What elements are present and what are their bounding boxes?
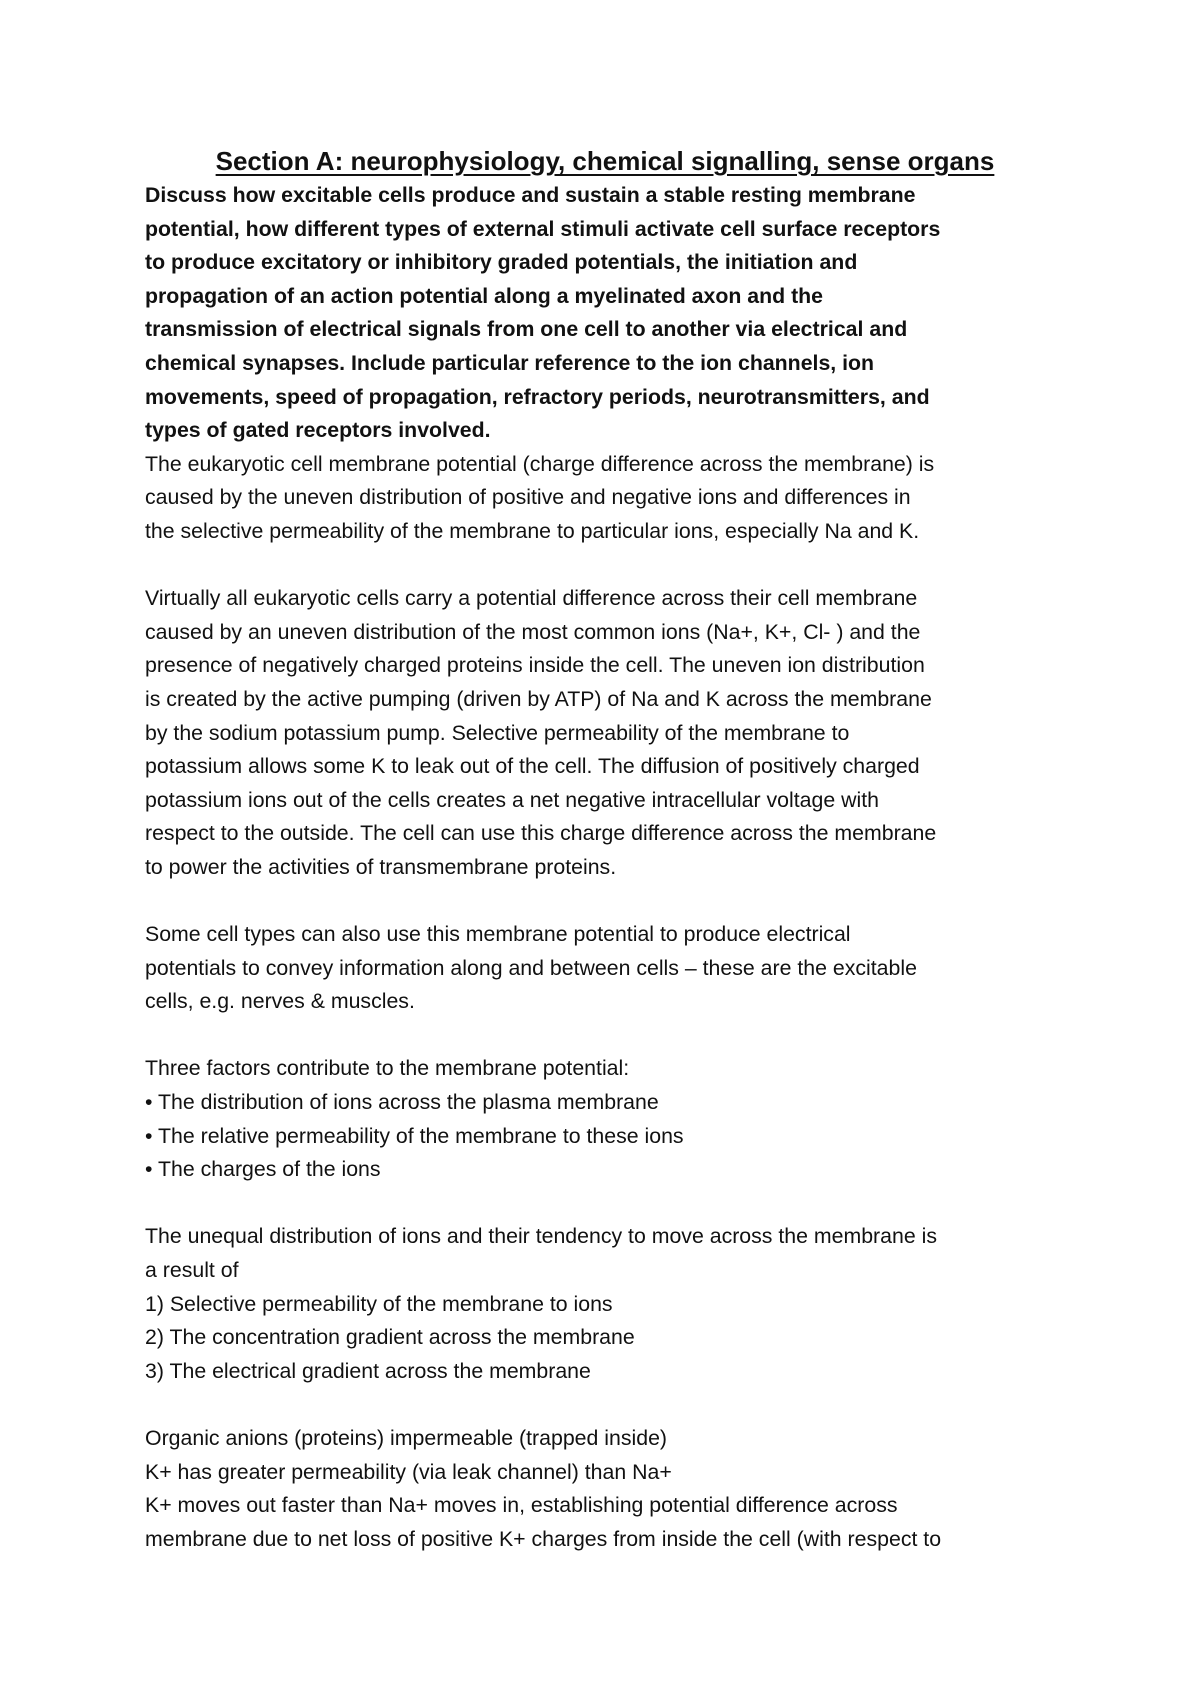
prompt-line: propagation of an action potential along a myelinated axon and the	[145, 283, 824, 308]
text-line: caused by an uneven distribution of the most common ions (Na+, K+, Cl- ) and the	[145, 619, 921, 644]
numbered-item: 2) The concentration gradient across the membrane	[145, 1325, 635, 1350]
paragraph-gap	[145, 884, 1065, 918]
text-line: caused by the uneven distribution of positive and negative ions and differences in	[145, 485, 911, 510]
text-line: The unequal distribution of ions and their tendency to move across the membrane is	[145, 1224, 937, 1249]
text-line: K+ has greater permeability (via leak channel) than Na+	[145, 1459, 672, 1484]
paragraph-three-factors	[145, 1052, 1065, 1186]
text-line: Virtually all eukaryotic cells carry a potential difference across their cell membrane	[145, 586, 918, 611]
text-line: a result of	[145, 1258, 239, 1282]
text-line: to power the activities of transmembrane proteins.	[145, 854, 617, 879]
prompt-line: to produce excitatory or inhibitory graded potentials, the initiation and	[145, 250, 858, 275]
text-line: potassium ions out of the cells creates a net negative intracellular voltage with	[145, 787, 879, 812]
numbered-item: 3) The electrical gradient across the membrane	[145, 1358, 591, 1383]
text-line: potentials to convey information along and between cells – these are the excitable	[145, 955, 917, 980]
bullet-item: • The distribution of ions across the plasma membrane	[145, 1090, 659, 1115]
text-line: the selective permeability of the membrane to particular ions, especially Na and K.	[145, 518, 920, 543]
prompt-line: Discuss how excitable cells produce and sustain a stable resting membrane	[145, 183, 916, 207]
prompt-line: chemical synapses. Include particular reference to the ion channels, ion	[145, 350, 875, 375]
text-line: respect to the outside. The cell can use this charge difference across the membrane	[145, 821, 937, 846]
paragraph-excitable-cells	[145, 918, 1065, 1019]
paragraph-organic-anions	[145, 1422, 1065, 1556]
text-line: membrane due to net loss of positive K+ charges from inside the cell (with respect to	[145, 1526, 942, 1551]
text-line: The eukaryotic cell membrane potential (charge difference across the membrane) is	[145, 451, 935, 476]
document-page	[145, 144, 1065, 1556]
bullet-item: • The relative permeability of the membrane to these ions	[145, 1123, 684, 1148]
text-line: Some cell types can also use this membrane potential to produce electrical	[145, 922, 851, 947]
prompt-line: potential, how different types of external stimuli activate cell surface receptors	[145, 216, 941, 241]
text-line: Three factors contribute to the membrane potential:	[145, 1056, 630, 1081]
paragraph-membrane-potential	[145, 448, 1065, 549]
paragraph-gap	[145, 1019, 1065, 1053]
paragraph-eukaryotic-cells	[145, 582, 1065, 884]
prompt-line: types of gated receptors involved.	[145, 418, 491, 443]
paragraph-gap	[145, 1388, 1065, 1422]
text-line: potassium allows some K to leak out of the cell. The diffusion of positively charged	[145, 754, 920, 779]
prompt-line: transmission of electrical signals from one cell to another via electrical and	[145, 317, 908, 342]
text-line: K+ moves out faster than Na+ moves in, establishing potential difference across	[145, 1493, 898, 1518]
prompt-line: movements, speed of propagation, refractory periods, neurotransmitters, and	[145, 384, 930, 409]
text-line: cells, e.g. nerves & muscles.	[145, 989, 415, 1014]
bullet-item: • The charges of the ions	[145, 1157, 381, 1182]
text-line: Organic anions (proteins) impermeable (trapped inside)	[145, 1425, 668, 1450]
text-line: presence of negatively charged proteins inside the cell. The uneven ion distribution	[145, 653, 925, 678]
paragraph-gap	[145, 1187, 1065, 1221]
essay-prompt	[145, 179, 1065, 448]
paragraph-gap	[145, 549, 1065, 583]
text-line: by the sodium potassium pump. Selective permeability of the membrane to	[145, 720, 850, 745]
paragraph-unequal-distribution	[145, 1220, 1065, 1388]
section-title: Section A: neurophysiology, chemical signalling, sense organs	[215, 146, 995, 176]
numbered-item: 1) Selective permeability of the membrane to ions	[145, 1291, 613, 1316]
text-line: is created by the active pumping (driven by ATP) of Na and K across the membrane	[145, 686, 932, 711]
